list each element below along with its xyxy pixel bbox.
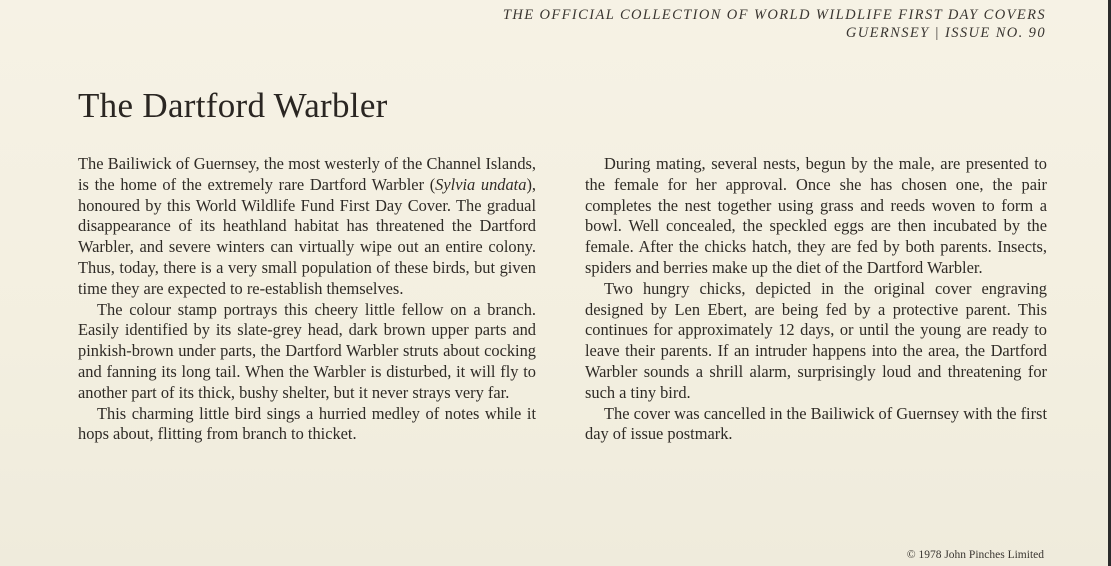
- right-paragraph-2: Two hungry chicks, depicted in the original cover engraving designed by Len Ebert, are being fed by a protective parent. This continues for approximately 12 days, or until the young are ready to leave their parents. If an intruder happens into the area, the Dartford Warbler sounds a shrill alarm, surprisingly loud and threatening for such a tiny bird.: [585, 278, 1047, 402]
- copyright-notice: © 1978 John Pinches Limited: [906, 549, 1044, 561]
- collection-header: [503, 6, 1046, 42]
- left-p1-text-after: ), honoured by this World Wildlife Fund First Day Cover. The gradual disappearance of its heathland habitat has threatened the Dartford Warbler, and severe winters can virtually wipe out an entire colony. Thus, today, there is a very small population of these birds, but given time they are expected to re-establish themselves.: [78, 174, 536, 298]
- left-paragraph-3: This charming little bird sings a hurried medley of notes while it hops about, flitting from branch to thicket.: [78, 403, 536, 444]
- right-paragraph-3: The cover was cancelled in the Bailiwick of Guernsey with the first day of issue postmark.: [585, 403, 1047, 444]
- left-p1-text-before: The Bailiwick of Guernsey, the most westerly of the Channel Islands, is the home of the extremely rare Dartford Warbler (: [78, 154, 536, 194]
- right-column: [585, 154, 1047, 445]
- page-title: The Dartford Warbler: [78, 86, 388, 125]
- latin-name: Sylvia undata: [435, 174, 527, 194]
- left-column: [78, 154, 536, 445]
- left-paragraph-1: [78, 154, 536, 300]
- right-paragraph-1: During mating, several nests, begun by the male, are presented to the female for her approval. Once she has chosen one, the pair completes the nest together using grass and reeds woven to form a bowl. Well concealed, the speckled eggs are then incubated by the female. After the chicks hatch, they are fed by both parents. Insects, spiders and berries make up the diet of the Dartford Warbler.: [585, 154, 1047, 277]
- header-issue-line: GUERNSEY | ISSUE NO. 90: [845, 25, 1046, 41]
- header-collection-line: THE OFFICIAL COLLECTION OF WORLD WILDLIFE FIRST DAY COVERS: [502, 7, 1046, 23]
- left-paragraph-2: The colour stamp portrays this cheery little fellow on a branch. Easily identified by its slate-grey head, dark brown upper parts and pinkish-brown under parts, the Dartford Warbler struts about cocking and fanning its long tail. When the Warbler is disturbed, it will fly to another part of its thick, bushy shelter, but it never strays very far.: [78, 299, 536, 402]
